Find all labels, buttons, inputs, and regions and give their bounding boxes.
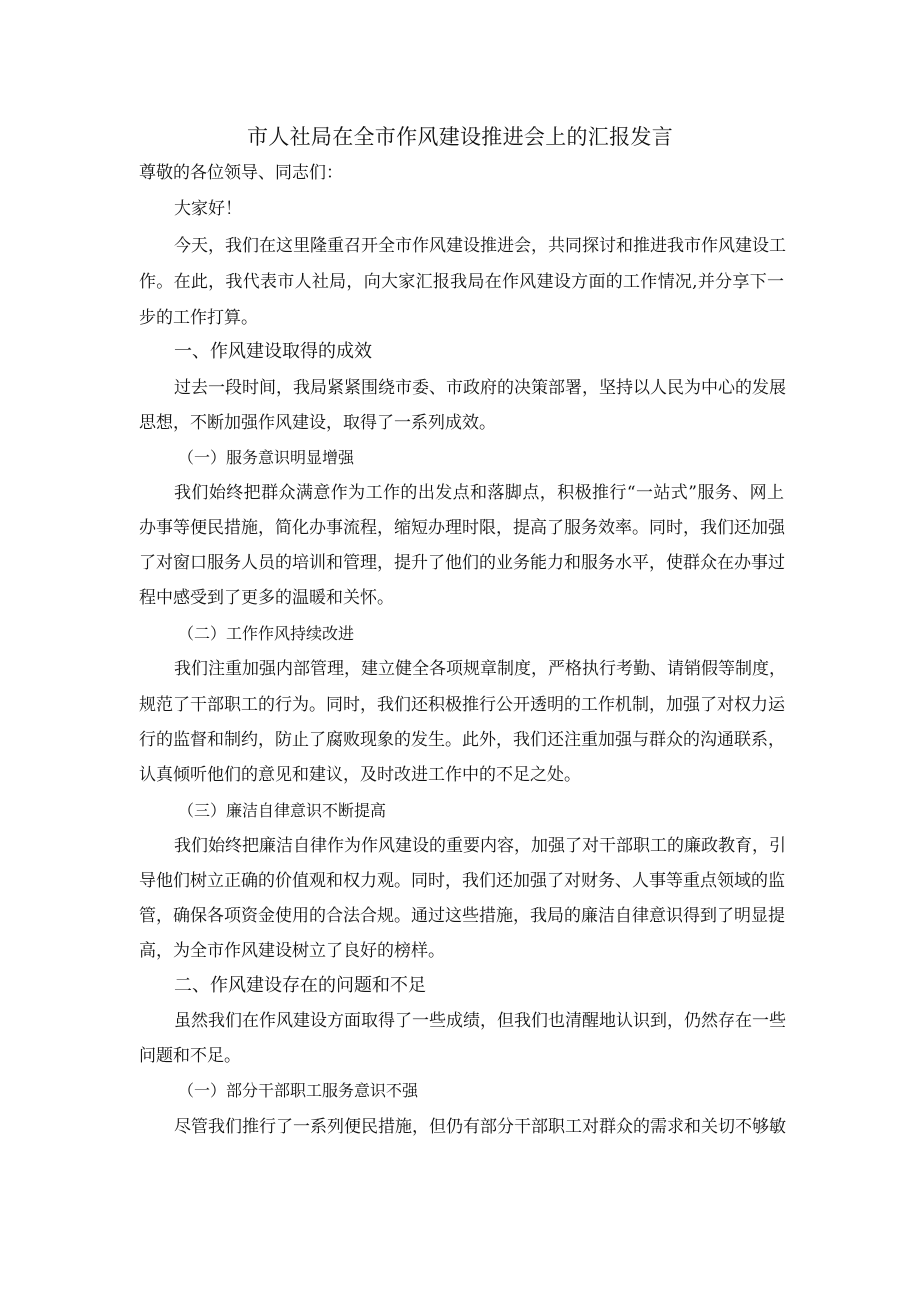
text-line: 认真倾听他们的意见和建议，及时改进工作中的不足之处。 <box>139 765 581 785</box>
text-line: 大家好！ <box>174 199 242 219</box>
text-line: 虽然我们在作风建设方面取得了一些成绩，但我们也清醒地认识到，仍然存在一些 <box>174 1011 786 1031</box>
text-line: 我们始终把廉洁自律作为作风建设的重要内容，加强了对干部职工的廉政教育，引 <box>174 836 786 856</box>
text-line: 规范了干部职工的行为。同时，我们还积极推行公开透明的工作机制，加强了对权力运 <box>139 695 785 715</box>
text-line: 行的监督和制约，防止了腐败现象的发生。此外，我们还注重加强与群众的沟通联系， <box>139 730 785 750</box>
text-line: 思想，不断加强作风建设，取得了一系列成效。 <box>139 413 496 433</box>
text-line: （一）部分干部职工服务意识不强 <box>178 1081 419 1100</box>
text-line: （一）服务意识明显增强 <box>178 448 355 467</box>
text-line: 尽管我们推行了一系列便民措施，但仍有部分干部职工对群众的需求和关切不够敏 <box>174 1117 786 1137</box>
text-line: （三）廉洁自律意识不断提高 <box>178 801 387 820</box>
text-line: （二）工作作风持续改进 <box>178 624 355 643</box>
text-line: 二、作风建设存在的问题和不足 <box>174 975 426 996</box>
text-line: 今天，我们在这里隆重召开全市作风建设推进会，共同探讨和推进我市作风建设工 <box>174 236 786 256</box>
text-line: 问题和不足。 <box>139 1046 241 1066</box>
text-line: 高，为全市作风建设树立了良好的榜样。 <box>139 941 445 961</box>
text-line: 了对窗口服务人员的培训和管理，提升了他们的业务能力和服务水平，使群众在办事过 <box>139 553 785 573</box>
text-line: 作。在此，我代表市人社局，向大家汇报我局在作风建设方面的工作情况,并分享下一 <box>139 272 784 292</box>
text-line: 我们始终把群众满意作为工作的出发点和落脚点，积极推行“一站式”服务、网上 <box>174 483 784 503</box>
text-line: 办事等便民措施，简化办事流程，缩短办理时限，提高了服务效率。同时，我们还加强 <box>139 518 785 538</box>
text-line: 管，确保各项资金使用的合法合规。通过这些措施，我局的廉洁自律意识得到了明显提 <box>139 906 785 926</box>
document-title: 市人社局在全市作风建设推进会上的汇报发言 <box>247 125 673 149</box>
text-line: 步的工作打算。 <box>139 308 258 328</box>
text-line: 程中感受到了更多的温暖和关怀。 <box>139 588 394 608</box>
text-line: 导他们树立正确的价值观和权力观。同时，我们还加强了对财务、人事等重点领域的监 <box>139 871 785 891</box>
text-line: 尊敬的各位领导、同志们： <box>139 163 343 183</box>
text-line: 我们注重加强内部管理，建立健全各项规章制度，严格执行考勤、请销假等制度， <box>174 659 786 679</box>
text-line: 一、作风建设取得的成效 <box>174 341 372 362</box>
text-line: 过去一段时间，我局紧紧围绕市委、市政府的决策部署，坚持以人民为中心的发展 <box>174 378 786 398</box>
